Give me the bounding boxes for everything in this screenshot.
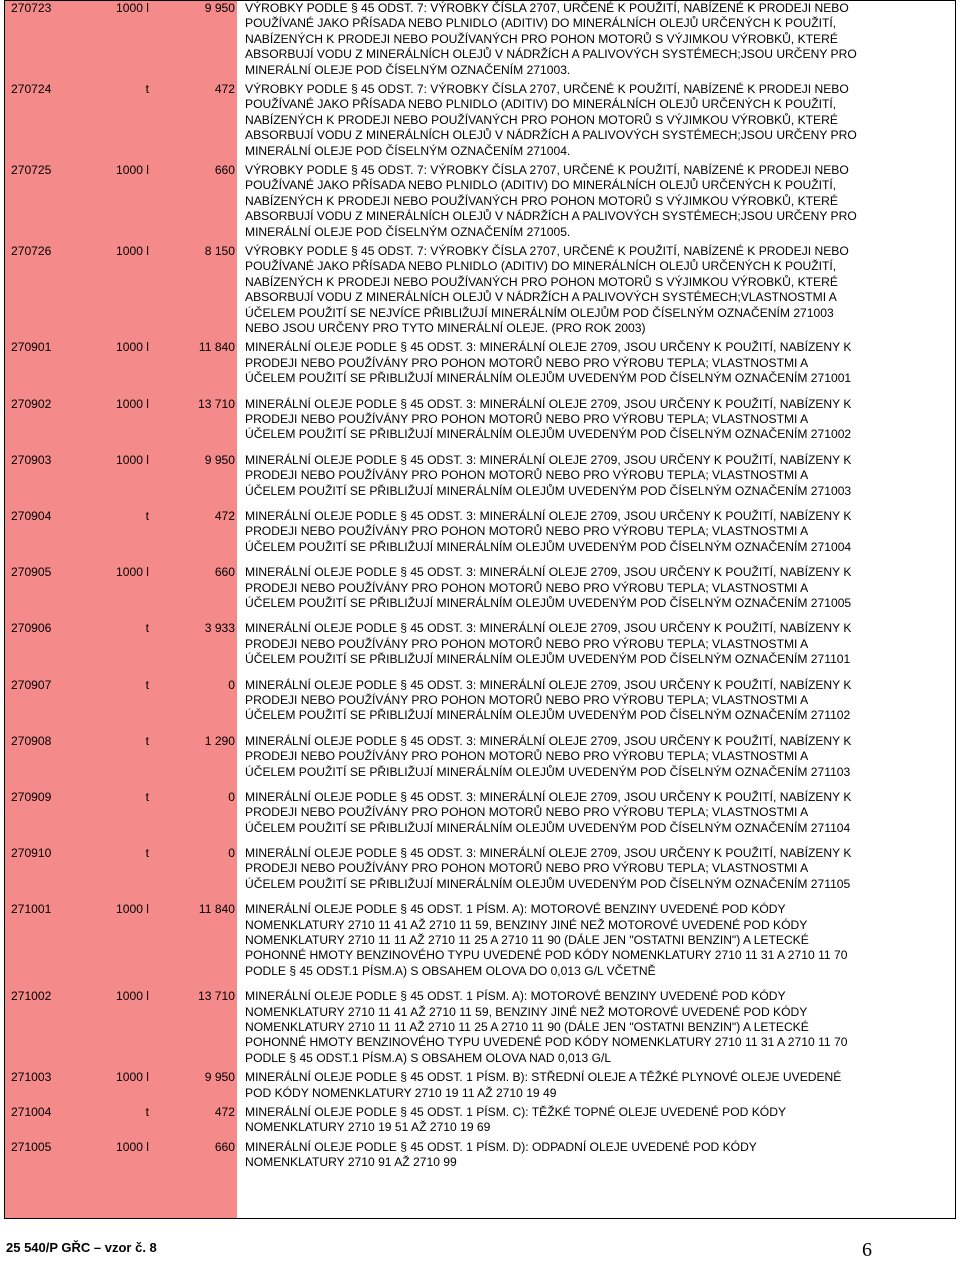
item-description: [245, 790, 955, 836]
description-line: VÝROBKY PODLE § 45 ODST. 7: VÝROBKY ČÍSLA 2707, URČENÉ K POUŽITÍ, NABÍZENÉ K PRODEJI NEBO: [245, 244, 849, 258]
description-line: PRODEJI NEBO POUŽÍVÁNY PRO POHON MOTORŮ NEBO PRO VÝROBU TEPLA; VLASTNOSTMI A: [245, 861, 809, 876]
description-line: NABÍZENÝCH K PRODEJI NEBO POUŽÍVANÝCH PRO POHON MOTORŮ S VÝJIMKOU VÝROBKŮ, KTERÉ: [245, 193, 838, 208]
description-line: POHONNÉ HMOTY BENZINOVÉHO TYPU UVEDENÉ POD KÓDY NOMENKLATURY 2710 11 31 A 2710 11 70: [245, 1035, 848, 1050]
item-unit: t: [145, 1105, 149, 1120]
description-line: ÚČELEM POUŽITÍ SE PŘIBLIŽUJÍ MINERÁLNÍM OLEJŮM UVEDENÝM POD ČÍSELNÝM OZNAČENÍM 271102: [245, 708, 851, 723]
table-row: [5, 82, 955, 159]
item-description: [245, 565, 955, 611]
item-description: [245, 846, 955, 892]
item-unit: 1000 l: [116, 989, 149, 1004]
description-line: VÝROBKY PODLE § 45 ODST. 7: VÝROBKY ČÍSLA 2707, URČENÉ K POUŽITÍ, NABÍZENÉ K PRODEJI NEBO: [245, 163, 849, 177]
description-line: NABÍZENÝCH K PRODEJI NEBO POUŽÍVANÝCH PRO POHON MOTORŮ S VÝJIMKOU VÝROBKŮ, KTERÉ: [245, 112, 838, 127]
table-row: [5, 734, 955, 780]
item-quantity: 9 950: [204, 1, 235, 15]
item-unit: t: [145, 733, 149, 748]
description-line: NEBO JSOU URČENY PRO TYTO MINERÁLNÍ OLEJE. (PRO ROK 2003): [245, 321, 646, 336]
description-line: POUŽÍVANÉ JAKO PŘÍSADA NEBO PLNIDLO (ADITIV) DO MINERÁLNÍCH OLEJŮ URČENÝCH K POUŽITÍ,: [245, 259, 837, 274]
item-unit: 1000 l: [116, 1070, 149, 1085]
item-code: 271005: [11, 1139, 52, 1154]
table-rows: [5, 1, 955, 1171]
item-description: [245, 902, 955, 979]
item-unit: t: [145, 677, 149, 692]
description-line: PRODEJI NEBO POUŽÍVÁNY PRO POHON MOTORŮ NEBO PRO VÝROBU TEPLA; VLASTNOSTMI A: [245, 580, 809, 595]
item-description: [245, 1140, 955, 1171]
item-quantity: 9 950: [204, 1070, 235, 1085]
table-row: [5, 989, 955, 1066]
item-code: 271001: [11, 902, 52, 917]
description-line: PRODEJI NEBO POUŽÍVÁNY PRO POHON MOTORŮ NEBO PRO VÝROBU TEPLA; VLASTNOSTMI A: [245, 749, 809, 764]
description-line: PODLE § 45 ODST.1 PÍSM.A) S OBSAHEM OLOVA DO 0,013 G/L VČETNĚ: [245, 963, 656, 978]
item-unit: 1000 l: [116, 902, 149, 917]
item-unit: 1000 l: [116, 1139, 149, 1154]
table-row: [5, 621, 955, 667]
description-line: PRODEJI NEBO POUŽÍVÁNY PRO POHON MOTORŮ NEBO PRO VÝROBU TEPLA; VLASTNOSTMI A: [245, 355, 809, 370]
item-quantity: 472: [214, 82, 235, 96]
description-line: PRODEJI NEBO POUŽÍVÁNY PRO POHON MOTORŮ NEBO PRO VÝROBU TEPLA; VLASTNOSTMI A: [245, 524, 809, 539]
item-code: 270906: [11, 621, 52, 636]
table-row: [5, 790, 955, 836]
item-code: 270910: [11, 846, 52, 861]
description-line: ÚČELEM POUŽITÍ SE PŘIBLIŽUJÍ MINERÁLNÍM OLEJŮM UVEDENÝM POD ČÍSELNÝM OZNAČENÍM 271002: [245, 427, 852, 442]
item-quantity: 660: [214, 163, 235, 177]
description-line: ÚČELEM POUŽITÍ SE PŘIBLIŽUJÍ MINERÁLNÍM OLEJŮM UVEDENÝM POD ČÍSELNÝM OZNAČENÍM 271005: [245, 595, 852, 610]
description-line: POUŽÍVANÉ JAKO PŘÍSADA NEBO PLNIDLO (ADITIV) DO MINERÁLNÍCH OLEJŮ URČENÝCH K POUŽITÍ,: [245, 178, 837, 193]
description-line: MINERÁLNÍ OLEJE POD ČÍSELNÝM OZNAČENÍM 271004.: [245, 143, 571, 158]
table-row: [5, 1140, 955, 1171]
table-row: [5, 509, 955, 555]
description-line: ABSORBUJÍ VODU Z MINERÁLNÍCH OLEJŮ V NÁDRŽÍCH A PALIVOVÝCH SYSTÉMECH;JSOU URČENY PRO: [245, 128, 857, 143]
description-line: PRODEJI NEBO POUŽÍVÁNY PRO POHON MOTORŮ NEBO PRO VÝROBU TEPLA; VLASTNOSTMI A: [245, 636, 809, 651]
description-line: ABSORBUJÍ VODU Z MINERÁLNÍCH OLEJŮ V NÁDRŽÍCH A PALIVOVÝCH SYSTÉMECH;JSOU URČENY PRO: [245, 47, 857, 62]
item-quantity: 11 840: [198, 340, 235, 355]
document-table: [4, 0, 956, 1219]
description-line: NOMENKLATURY 2710 11 41 AŽ 2710 11 59, BENZINY JINÉ NEŽ MOTOROVÉ UVEDENÉ POD KÓDY: [245, 917, 808, 932]
description-line: MINERÁLNÍ OLEJE PODLE § 45 ODST. 3: MINERÁLNÍ OLEJE 2709, JSOU URČENY K POUŽITÍ, NABÍZENY K: [245, 340, 852, 355]
description-line: VÝROBKY PODLE § 45 ODST. 7: VÝROBKY ČÍSLA 2707, URČENÉ K POUŽITÍ, NABÍZENÉ K PRODEJI NEBO: [245, 82, 849, 96]
item-code: 271004: [11, 1105, 52, 1120]
item-quantity: 0: [228, 677, 235, 692]
item-unit: 1000 l: [116, 452, 149, 467]
description-line: POUŽÍVANÉ JAKO PŘÍSADA NEBO PLNIDLO (ADITIV) DO MINERÁLNÍCH OLEJŮ URČENÝCH K POUŽITÍ,: [245, 97, 837, 112]
description-line: MINERÁLNÍ OLEJE PODLE § 45 ODST. 1 PÍSM. A): MOTOROVÉ BENZINY UVEDENÉ POD KÓDY: [245, 902, 786, 917]
description-line: MINERÁLNÍ OLEJE PODLE § 45 ODST. 3: MINERÁLNÍ OLEJE 2709, JSOU URČENY K POUŽITÍ, NABÍZENY K: [245, 621, 852, 636]
item-description: [245, 989, 955, 1066]
item-description: [245, 340, 955, 386]
description-line: MINERÁLNÍ OLEJE POD ČÍSELNÝM OZNAČENÍM 271005.: [245, 224, 571, 239]
description-line: MINERÁLNÍ OLEJE PODLE § 45 ODST. 1 PÍSM. B): STŘEDNÍ OLEJE A TĚŽKÉ PLYNOVÉ OLEJE UVEDENÉ: [245, 1070, 842, 1085]
item-unit: 1000 l: [116, 565, 149, 580]
description-line: PRODEJI NEBO POUŽÍVÁNY PRO POHON MOTORŮ NEBO PRO VÝROBU TEPLA; VLASTNOSTMI A: [245, 468, 809, 483]
description-line: MINERÁLNÍ OLEJE PODLE § 45 ODST. 1 PÍSM. C): TĚŽKÉ TOPNÉ OLEJE UVEDENÉ POD KÓDY: [245, 1105, 787, 1120]
item-quantity: 0: [228, 846, 235, 861]
item-unit: t: [145, 621, 149, 636]
table-row: [5, 340, 955, 386]
description-line: PODLE § 45 ODST.1 PÍSM.A) S OBSAHEM OLOVA NAD 0,013 G/L: [245, 1050, 612, 1065]
description-line: POUŽÍVANÉ JAKO PŘÍSADA NEBO PLNIDLO (ADITIV) DO MINERÁLNÍCH OLEJŮ URČENÝCH K POUŽITÍ,: [245, 16, 837, 31]
item-code: 270723: [11, 1, 52, 15]
table-row: [5, 244, 955, 336]
item-code: 270725: [11, 163, 52, 177]
item-unit: 1000 l: [116, 244, 149, 258]
description-line: NOMENKLATURY 2710 91 AŽ 2710 99: [245, 1155, 457, 1170]
description-line: MINERÁLNÍ OLEJE PODLE § 45 ODST. 1 PÍSM. A): MOTOROVÉ BENZINY UVEDENÉ POD KÓDY: [245, 989, 786, 1004]
item-quantity: 13 710: [198, 396, 235, 411]
item-quantity: 660: [214, 565, 235, 580]
item-quantity: 0: [228, 789, 235, 804]
table-row: [5, 1, 955, 78]
description-line: MINERÁLNÍ OLEJE PODLE § 45 ODST. 3: MINERÁLNÍ OLEJE 2709, JSOU URČENY K POUŽITÍ, NABÍZENY K: [245, 733, 852, 748]
item-quantity: 1 290: [204, 733, 235, 748]
item-description: [245, 82, 955, 159]
description-line: NOMENKLATURY 2710 11 41 AŽ 2710 11 59, BENZINY JINÉ NEŽ MOTOROVÉ UVEDENÉ POD KÓDY: [245, 1004, 808, 1019]
page-number: 6: [862, 1239, 872, 1261]
item-code: 270901: [11, 340, 52, 355]
description-line: NABÍZENÝCH K PRODEJI NEBO POUŽÍVANÝCH PRO POHON MOTORŮ S VÝJIMKOU VÝROBKŮ, KTERÉ: [245, 31, 838, 46]
description-line: MINERÁLNÍ OLEJE PODLE § 45 ODST. 1 PÍSM. D): ODPADNÍ OLEJE UVEDENÉ POD KÓDY: [245, 1139, 757, 1154]
item-code: 270907: [11, 677, 52, 692]
item-unit: t: [145, 789, 149, 804]
description-line: MINERÁLNÍ OLEJE PODLE § 45 ODST. 3: MINERÁLNÍ OLEJE 2709, JSOU URČENY K POUŽITÍ, NABÍZENY K: [245, 508, 852, 523]
description-line: ÚČELEM POUŽITÍ SE PŘIBLIŽUJÍ MINERÁLNÍM OLEJŮM UVEDENÝM POD ČÍSELNÝM OZNAČENÍM 271001: [245, 371, 852, 386]
item-unit: t: [145, 82, 149, 96]
form-identifier: 25 540/P GŘC – vzor č. 8: [6, 1240, 157, 1255]
description-line: PRODEJI NEBO POUŽÍVÁNY PRO POHON MOTORŮ NEBO PRO VÝROBU TEPLA; VLASTNOSTMI A: [245, 692, 809, 707]
description-line: MINERÁLNÍ OLEJE POD ČÍSELNÝM OZNAČENÍM 271003.: [245, 62, 571, 77]
item-quantity: 11 840: [198, 902, 235, 917]
item-quantity: 472: [214, 508, 235, 523]
item-description: [245, 244, 955, 336]
description-line: MINERÁLNÍ OLEJE PODLE § 45 ODST. 3: MINERÁLNÍ OLEJE 2709, JSOU URČENY K POUŽITÍ, NABÍZENY K: [245, 677, 852, 692]
table-row: [5, 846, 955, 892]
item-code: 271003: [11, 1070, 52, 1085]
item-unit: 1000 l: [116, 396, 149, 411]
item-quantity: 472: [214, 1105, 235, 1120]
table-row: [5, 397, 955, 443]
item-unit: 1000 l: [116, 1, 149, 15]
description-line: NABÍZENÝCH K PRODEJI NEBO POUŽÍVANÝCH PRO POHON MOTORŮ S VÝJIMKOU VÝROBKŮ, KTERÉ: [245, 274, 838, 289]
item-description: [245, 678, 955, 724]
item-code: 270904: [11, 508, 52, 523]
item-unit: 1000 l: [116, 163, 149, 177]
item-description: [245, 1105, 955, 1136]
description-line: MINERÁLNÍ OLEJE PODLE § 45 ODST. 3: MINERÁLNÍ OLEJE 2709, JSOU URČENY K POUŽITÍ, NABÍZENY K: [245, 565, 852, 580]
table-row: [5, 565, 955, 611]
item-unit: t: [145, 508, 149, 523]
description-line: PRODEJI NEBO POUŽÍVÁNY PRO POHON MOTORŮ NEBO PRO VÝROBU TEPLA; VLASTNOSTMI A: [245, 805, 809, 820]
table-row: [5, 902, 955, 979]
item-description: [245, 734, 955, 780]
item-description: [245, 1, 955, 78]
item-code: 270905: [11, 565, 52, 580]
description-line: ABSORBUJÍ VODU Z MINERÁLNÍCH OLEJŮ V NÁDRŽÍCH A PALIVOVÝCH SYSTÉMECH;VLASTNOSTMI A: [245, 290, 837, 305]
table-row: [5, 1070, 955, 1101]
item-quantity: 3 933: [204, 621, 235, 636]
description-line: PRODEJI NEBO POUŽÍVÁNY PRO POHON MOTORŮ NEBO PRO VÝROBU TEPLA; VLASTNOSTMI A: [245, 411, 809, 426]
item-quantity: 13 710: [198, 989, 235, 1004]
item-description: [245, 453, 955, 499]
description-line: POHONNÉ HMOTY BENZINOVÉHO TYPU UVEDENÉ POD KÓDY NOMENKLATURY 2710 11 31 A 2710 11 70: [245, 948, 848, 963]
table-row: [5, 453, 955, 499]
item-unit: 1000 l: [116, 340, 149, 355]
item-code: 271002: [11, 989, 52, 1004]
item-code: 270909: [11, 789, 52, 804]
description-line: NOMENKLATURY 2710 11 11 AŽ 2710 11 25 A 2710 11 90 (DÁLE JEN "OSTATNI BENZIN") A LETECKÉ: [245, 933, 809, 948]
description-line: ÚČELEM POUŽITÍ SE PŘIBLIŽUJÍ MINERÁLNÍM OLEJŮM UVEDENÝM POD ČÍSELNÝM OZNAČENÍM 271105: [245, 876, 851, 891]
item-code: 270903: [11, 452, 52, 467]
description-line: NOMENKLATURY 2710 11 11 AŽ 2710 11 25 A 2710 11 90 (DÁLE JEN "OSTATNI BENZIN") A LETECKÉ: [245, 1020, 809, 1035]
item-description: [245, 397, 955, 443]
description-line: MINERÁLNÍ OLEJE PODLE § 45 ODST. 3: MINERÁLNÍ OLEJE 2709, JSOU URČENY K POUŽITÍ, NABÍZENY K: [245, 396, 852, 411]
description-line: ÚČELEM POUŽITÍ SE PŘIBLIŽUJÍ MINERÁLNÍM OLEJŮM UVEDENÝM POD ČÍSELNÝM OZNAČENÍM 271004: [245, 539, 852, 554]
item-unit: t: [145, 846, 149, 861]
item-description: [245, 163, 955, 240]
description-line: ÚČELEM POUŽITÍ SE PŘIBLIŽUJÍ MINERÁLNÍM OLEJŮM UVEDENÝM POD ČÍSELNÝM OZNAČENÍM 271003: [245, 483, 852, 498]
description-line: ÚČELEM POUŽITÍ SE PŘIBLIŽUJÍ MINERÁLNÍM OLEJŮM UVEDENÝM POD ČÍSELNÝM OZNAČENÍM 271101: [245, 652, 851, 667]
description-line: MINERÁLNÍ OLEJE PODLE § 45 ODST. 3: MINERÁLNÍ OLEJE 2709, JSOU URČENY K POUŽITÍ, NABÍZENY K: [245, 452, 852, 467]
description-line: POD KÓDY NOMENKLATURY 2710 19 11 AŽ 2710 19 49: [245, 1085, 557, 1100]
item-code: 270902: [11, 396, 52, 411]
item-code: 270908: [11, 733, 52, 748]
description-line: ÚČELEM POUŽITÍ SE PŘIBLIŽUJÍ MINERÁLNÍM OLEJŮM UVEDENÝM POD ČÍSELNÝM OZNAČENÍM 271104: [245, 820, 851, 835]
description-line: MINERÁLNÍ OLEJE PODLE § 45 ODST. 3: MINERÁLNÍ OLEJE 2709, JSOU URČENY K POUŽITÍ, NABÍZENY K: [245, 846, 852, 861]
item-quantity: 8 150: [204, 244, 235, 258]
description-line: VÝROBKY PODLE § 45 ODST. 7: VÝROBKY ČÍSLA 2707, URČENÉ K POUŽITÍ, NABÍZENÉ K PRODEJI NEBO: [245, 1, 849, 15]
item-quantity: 660: [214, 1139, 235, 1154]
table-row: [5, 1105, 955, 1136]
item-code: 270724: [11, 82, 52, 96]
description-line: MINERÁLNÍ OLEJE PODLE § 45 ODST. 3: MINERÁLNÍ OLEJE 2709, JSOU URČENY K POUŽITÍ, NABÍZENY K: [245, 789, 852, 804]
item-code: 270726: [11, 244, 52, 258]
item-description: [245, 1070, 955, 1101]
description-line: NOMENKLATURY 2710 19 51 AŽ 2710 19 69: [245, 1120, 491, 1135]
description-line: ÚČELEM POUŽITÍ SE NEJVÍCE PŘIBLIŽUJÍ MINERÁLNÍM OLEJŮM POD ČÍSELNÝM OZNAČENÍM 271003: [245, 305, 834, 320]
description-line: ABSORBUJÍ VODU Z MINERÁLNÍCH OLEJŮ V NÁDRŽÍCH A PALIVOVÝCH SYSTÉMECH;JSOU URČENY PRO: [245, 209, 857, 224]
table-row: [5, 163, 955, 240]
description-line: ÚČELEM POUŽITÍ SE PŘIBLIŽUJÍ MINERÁLNÍM OLEJŮM UVEDENÝM POD ČÍSELNÝM OZNAČENÍM 271103: [245, 764, 851, 779]
item-description: [245, 621, 955, 667]
table-row: [5, 678, 955, 724]
item-quantity: 9 950: [204, 452, 235, 467]
item-description: [245, 509, 955, 555]
